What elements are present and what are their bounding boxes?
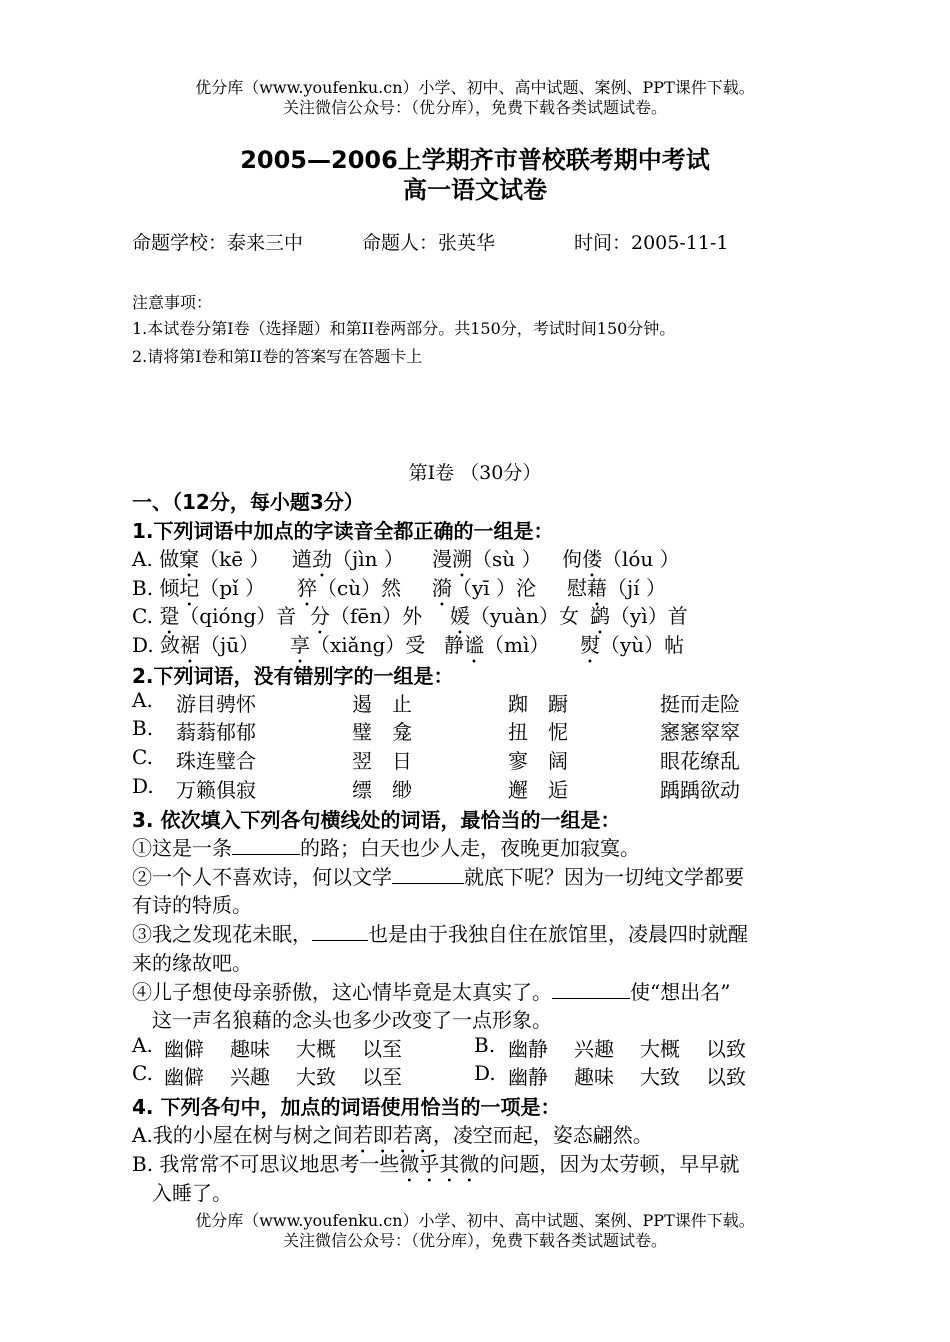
q2-b-w3: 扭 怩: [508, 720, 568, 744]
q2-d-w1: 万籁俱寂: [176, 778, 256, 802]
q4-b-post: 的问题，因为太劳顿，早早就: [479, 1152, 740, 1176]
q3-b-w4: 以致: [706, 1037, 746, 1061]
notice-heading: 注意事项：: [132, 293, 213, 312]
q3-sentence-3-cont: 来的缘故吧。: [132, 951, 252, 975]
blank-4: [552, 980, 630, 999]
q3-b-w3: 大概: [640, 1037, 680, 1061]
q2-c-w1: 珠连璧合: [176, 749, 256, 773]
q1-c-2: 分（fēn）外: [310, 604, 423, 628]
q2-b-label: B.: [132, 716, 154, 740]
q3-c-w4: 以至: [362, 1065, 402, 1089]
q2-b-w4: 窸窸窣窣: [660, 720, 740, 744]
site-footer-line2: 关注微信公众号：（优分库），免费下载各类试题试卷。: [282, 1231, 667, 1250]
notice-item-2: 2.请将第I卷和第II卷的答案写在答题卡上: [132, 347, 423, 366]
q2-c-w3: 寥 阔: [508, 749, 568, 773]
question-2-stem: 2.下列词语，没有错别字的一组是：: [132, 664, 454, 688]
q2-b-w2: 璧 龛: [352, 720, 412, 744]
q3-s2-pre: ②一个人不喜欢诗，何以文学: [132, 865, 392, 889]
q1-d-1: D. 敛裾（jū）: [132, 633, 260, 657]
q2-c-w2: 翌 日: [352, 749, 412, 773]
q2-b-w1: 蓊蓊郁郁: [176, 720, 256, 744]
q3-c-w2: 兴趣: [230, 1065, 270, 1089]
q4-b-emphasis: 微乎其微: [399, 1152, 480, 1176]
site-footer-line1: 优分库（www.youfenku.cn）小学、初中、高中试题、案例、PPT课件下载。: [195, 1211, 755, 1230]
q3-sentence-2-cont: 有诗的特质。: [132, 893, 252, 917]
q1-c-3: 媛（yuàn）女: [450, 604, 579, 628]
q2-a-w2: 遏 止: [352, 692, 412, 716]
question-3-stem: 3. 依次填入下列各句横线处的词语，最恰当的一组是：: [132, 808, 621, 832]
q3-c-w3: 大致: [296, 1065, 336, 1089]
question-1-stem: 1.下列词语中加点的字读音全都正确的一组是：: [132, 519, 554, 543]
q3-a-w2: 趣味: [230, 1037, 270, 1061]
exam-title: 2005—2006上学期齐市普校联考期中考试: [240, 146, 710, 174]
q3-d-label: D.: [474, 1061, 496, 1085]
q3-d-w4: 以致: [706, 1065, 746, 1089]
q4-a-pre: A.我的小屋在树与树之间: [132, 1123, 353, 1147]
q3-a-w1: 幽僻: [164, 1037, 204, 1061]
q3-d-w3: 大致: [640, 1065, 680, 1089]
q3-c-w1: 幽僻: [164, 1065, 204, 1089]
q1-a-2: 遒劲（jìn ）: [292, 547, 404, 571]
q1-a-3: 漫溯（sù ）: [432, 547, 542, 571]
q3-c-label: C.: [132, 1061, 153, 1085]
q3-s2-post: 就底下呢？因为一切纯文学都要: [464, 865, 744, 889]
q2-c-w4: 眼花缭乱: [660, 749, 740, 773]
q3-sentence-2: [132, 861, 744, 890]
q3-s4-post: 使“想出名”: [630, 980, 731, 1004]
q2-a-label: A.: [132, 688, 153, 712]
q3-b-w2: 兴趣: [574, 1037, 614, 1061]
q3-s3-post: 也是由于我独自住在旅馆里，凌晨四时就醒: [368, 922, 748, 946]
q3-s1-pre: ①这是一条: [132, 836, 232, 860]
q3-b-w1: 幽静: [508, 1037, 548, 1061]
q2-d-w3: 邂 逅: [508, 778, 568, 802]
blank-2: [392, 865, 464, 884]
q2-c-label: C.: [132, 745, 153, 769]
q1-b-2: 猝（cù）然: [297, 576, 402, 600]
q3-a-label: A.: [132, 1033, 153, 1057]
q3-s3-pre: ③我之发现花未眠，: [132, 922, 312, 946]
q4-a-post: ，凌空而起，姿态翩然。: [432, 1123, 653, 1147]
question-4-stem: 4. 下列各句中，加点的词语使用恰当的一项是：: [132, 1095, 561, 1119]
meta-author: 命题人：张英华: [362, 232, 496, 254]
q4-a-emphasis: 若即若离: [352, 1123, 433, 1147]
q1-a-1: A. 做窠（kē ）: [132, 547, 270, 571]
q2-d-w2: 缥 缈: [352, 778, 412, 802]
site-header-line2: 关注微信公众号：（优分库），免费下载各类试题试卷。: [282, 98, 667, 117]
q3-b-label: B.: [474, 1033, 496, 1057]
q3-s1-post: 的路；白天也少人走，夜晚更加寂寞。: [300, 836, 640, 860]
q2-a-w4: 挺而走险: [660, 692, 740, 716]
q3-sentence-3: [132, 918, 748, 947]
q1-a-4: 佝偻（lóu ）: [562, 547, 680, 571]
q3-sentence-1: [132, 832, 640, 861]
q2-a-w1: 游目骋怀: [176, 692, 256, 716]
q2-d-label: D.: [132, 774, 154, 798]
q2-a-w3: 踟 蹰: [508, 692, 568, 716]
q3-a-w4: 以至: [362, 1037, 402, 1061]
q1-c-4: 鹢（yì）首: [590, 604, 688, 628]
q1-c-1: C. 跫（qióng）音: [132, 604, 297, 628]
volume-title: 第I卷 （30分）: [408, 462, 542, 484]
q3-d-w1: 幽静: [508, 1065, 548, 1089]
section-heading: 一、（12分，每小题3分）: [132, 490, 364, 514]
q1-b-3: 漪（yī ）沦: [432, 576, 537, 600]
q4-b-pre: B. 我常常不可思议地思考一些: [132, 1152, 400, 1176]
meta-school: 命题学校：泰来三中: [132, 232, 304, 254]
q4-option-b-cont: 入睡了。: [152, 1181, 232, 1205]
site-header-line1: 优分库（www.youfenku.cn）小学、初中、高中试题、案例、PPT课件下载。: [195, 78, 755, 97]
q2-d-w4: 踽踽欲动: [660, 778, 740, 802]
q1-b-4: 慰藉（jí ）: [567, 576, 666, 600]
q1-d-4: 熨（yù）帖: [580, 633, 685, 657]
q1-b-1: B. 倾圮（pǐ ）: [132, 576, 265, 600]
exam-subtitle: 高一语文试卷: [403, 176, 547, 204]
notice-item-1: 1.本试卷分第I卷（选择题）和第II卷两部分。共150分，考试时间150分钟。: [132, 319, 676, 338]
blank-1: [232, 836, 300, 855]
blank-3: [312, 922, 368, 941]
q3-a-w3: 大概: [296, 1037, 336, 1061]
q1-d-3: 静谧（mì）: [444, 633, 550, 657]
q1-d-2: 享（xiǎng）受: [290, 633, 426, 657]
q3-s4-pre: ④儿子想使母亲骄傲，这心情毕竟是太真实了。: [132, 980, 552, 1004]
q3-d-w2: 趣味: [574, 1065, 614, 1089]
q3-sentence-4-cont: 这一声名狼藉的念头也多少改变了一点形象。: [152, 1008, 552, 1032]
meta-time: 时间：2005-11-1: [574, 232, 729, 254]
q3-sentence-4: [132, 976, 730, 1005]
